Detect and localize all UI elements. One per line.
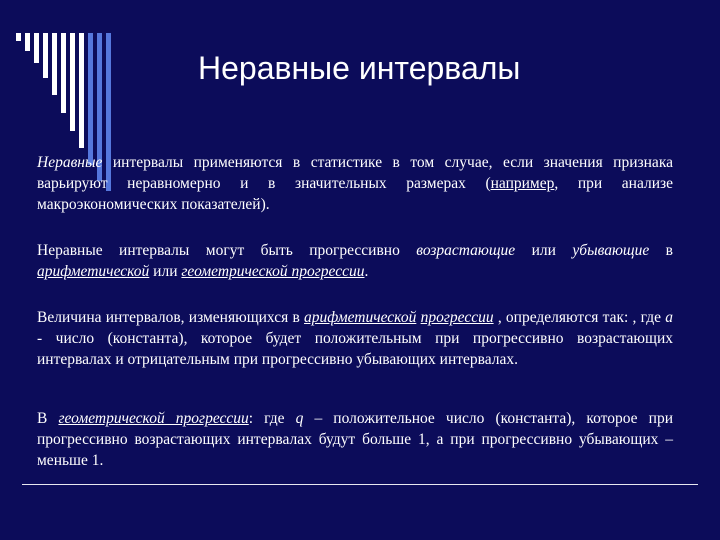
- geometric-progression-link[interactable]: геометрической прогрессии: [181, 263, 365, 280]
- slide-title: Неравные интервалы: [198, 50, 521, 86]
- bottom-divider: [22, 484, 698, 485]
- paragraph-geometric: [37, 408, 673, 471]
- text-run: Неравные интервалы могут быть прогрессивно: [37, 242, 417, 259]
- text-run: - число (константа), которое будет положительным при прогрессивно возрастающих интервалах и отрицательным при прогрессивно убывающих интервалах.: [37, 330, 673, 368]
- paragraph-types: [37, 240, 673, 282]
- deco-bar: [61, 33, 66, 113]
- arithmetic-link[interactable]: арифметической: [304, 309, 417, 326]
- paragraph-arithmetic: [37, 307, 673, 370]
- geometric-progression-link[interactable]: геометрической прогрессии: [58, 410, 249, 427]
- text-run: или: [515, 242, 573, 259]
- text-run: в: [649, 242, 674, 259]
- text-run: , при анализе макроэкономических показателей).: [37, 175, 674, 213]
- deco-bar: [88, 33, 93, 165]
- text-run: интервалы применяются в статистике в том случае, если значения признака варьируют неравномерно и в значительных размерах (: [37, 154, 673, 192]
- deco-bar: [16, 33, 21, 41]
- deco-bar: [34, 33, 39, 63]
- variable-a: а: [665, 309, 674, 326]
- term-decreasing: убывающие: [572, 242, 650, 259]
- deco-bar: [70, 33, 75, 131]
- deco-bar: [43, 33, 48, 78]
- text-run: В: [37, 410, 59, 427]
- deco-bar: [25, 33, 30, 51]
- paragraph-definition: [37, 152, 673, 215]
- example-link[interactable]: например: [490, 175, 555, 192]
- term-increasing: возрастающие: [416, 242, 516, 259]
- variable-q: q: [295, 410, 304, 427]
- text-run: или: [149, 263, 182, 280]
- progression-link[interactable]: прогрессии: [420, 309, 494, 326]
- lead-term: Неравные: [37, 154, 103, 171]
- text-run: Величина интервалов, изменяющихся в: [37, 309, 305, 326]
- text-run: , определяются так: , где: [493, 309, 666, 326]
- text-run: – положительное число (константа), которое при прогрессивно возрастающих интервалах будут больше 1, а при прогрессивно убывающих – меньше 1.: [37, 410, 673, 469]
- arithmetic-link[interactable]: арифметической: [37, 263, 150, 280]
- deco-bar: [79, 33, 84, 148]
- text-run: .: [364, 263, 369, 280]
- text-run: : где: [248, 410, 296, 427]
- deco-bar: [52, 33, 57, 95]
